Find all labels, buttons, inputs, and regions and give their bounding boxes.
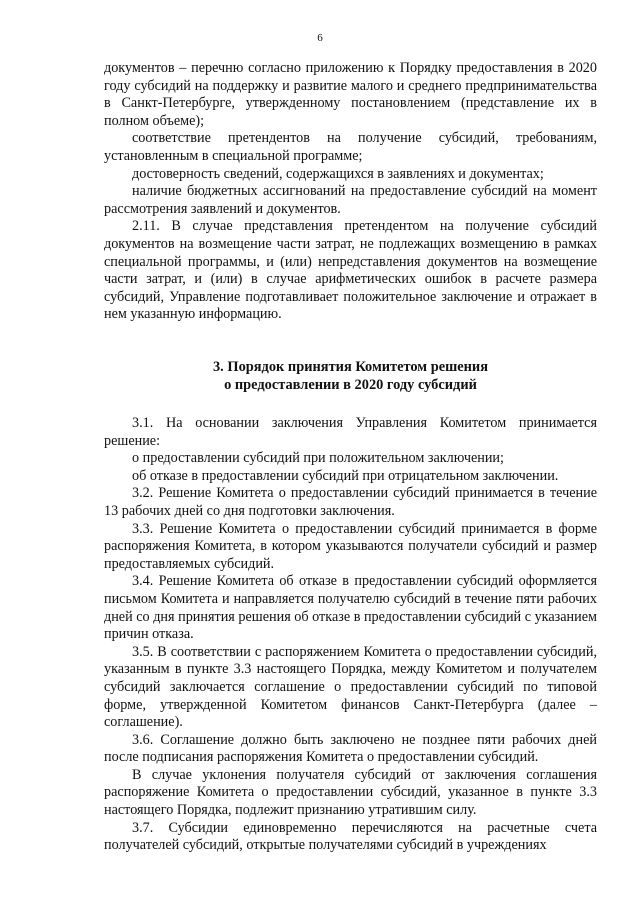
- paragraph-3-1-positive: о предоставлении субсидий при положительном заключении;: [132, 450, 504, 467]
- paragraph-documents-list: документов – перечню согласно приложению к Порядку предоставления в 2020 году субсидий на поддержку и развитие малого и среднего предпринимательства в Санкт-Петербурге, утвержденному постановлением (представление их в полном объеме);: [104, 60, 597, 129]
- paragraph-budget-allocations: наличие бюджетных ассигнований на предоставление субсидий на момент рассмотрения заявлений и документов.: [104, 183, 597, 217]
- paragraph-3-1-negative: об отказе в предоставлении субсидий при отрицательном заключении.: [132, 467, 559, 484]
- section-3-heading: [104, 358, 597, 394]
- paragraph-3-2: 3.2. Решение Комитета о предоставлении субсидий принимается в течение 13 рабочих дней со дня подготовки заключения.: [104, 485, 597, 519]
- section-3-text-block: [104, 415, 597, 855]
- paragraph-3-1: 3.1. На основании заключения Управления Комитетом принимается решение:: [104, 415, 597, 449]
- paragraph-3-3: 3.3. Решение Комитета о предоставлении субсидий принимается в форме распоряжения Комитета, в котором указываются получатели субсидий и размер предоставляемых субсидий.: [104, 520, 597, 572]
- paragraph-3-4: 3.4. Решение Комитета об отказе в предоставлении субсидий оформляется письмом Комитета и направляется получателю субсидий в течение пяти рабочих дней со дня принятия решения об отказе в предоставлении субсидий с указанием причин отказа.: [104, 573, 597, 643]
- paragraph-applicant-compliance: соответствие претендентов на получение субсидий, требованиям, установленным в специальной программе;: [104, 130, 597, 164]
- section-heading-line-1: 3. Порядок принятия Комитетом решения: [212, 359, 489, 375]
- section-heading-line-2: о предоставлении в 2020 году субсидий: [224, 377, 477, 393]
- paragraph-3-6-evasion: В случае уклонения получателя субсидий от заключения соглашения распоряжение Комитета о предоставлении субсидий, указанное в пункте 3.3 настоящего Порядка, подлежит признанию утратившим силу.: [104, 766, 597, 819]
- paragraph-data-reliability: достоверность сведений, содержащихся в заявлениях и документах;: [132, 165, 544, 182]
- paragraph-3-5: 3.5. В соответствии с распоряжением Комитета о предоставлении субсидий, указанным в пункте 3.3 настоящего Порядка, между Комитетом и получателем субсидий заключается соглашение о предоставлении субсидий по типовой форме, утвержденной Комитетом финансов Санкт-Петербурга (далее – соглашение).: [104, 643, 597, 731]
- page-number: 6: [317, 32, 323, 44]
- paragraph-3-7: 3.7. Субсидии единовременно перечисляются на расчетные счета получателей субсидий, открытые получателями субсидий в учреждениях: [104, 819, 597, 854]
- top-text-block: [104, 60, 597, 324]
- paragraph-3-6: 3.6. Соглашение должно быть заключено не позднее пяти рабочих дней после подписания распоряжения Комитета о предоставлении субсидий.: [104, 731, 597, 766]
- paragraph-2-11: 2.11. В случае представления претендентом на получение субсидий документов на возмещение части затрат, не подлежащих возмещению в рамках специальной программы, и (или) непредставления документов на возмещение части затрат, и (или) в случае арифметических ошибок в расчете размера субсидий, Управление подготавливает положительное заключение и отражает в нем указанную информацию.: [104, 218, 597, 323]
